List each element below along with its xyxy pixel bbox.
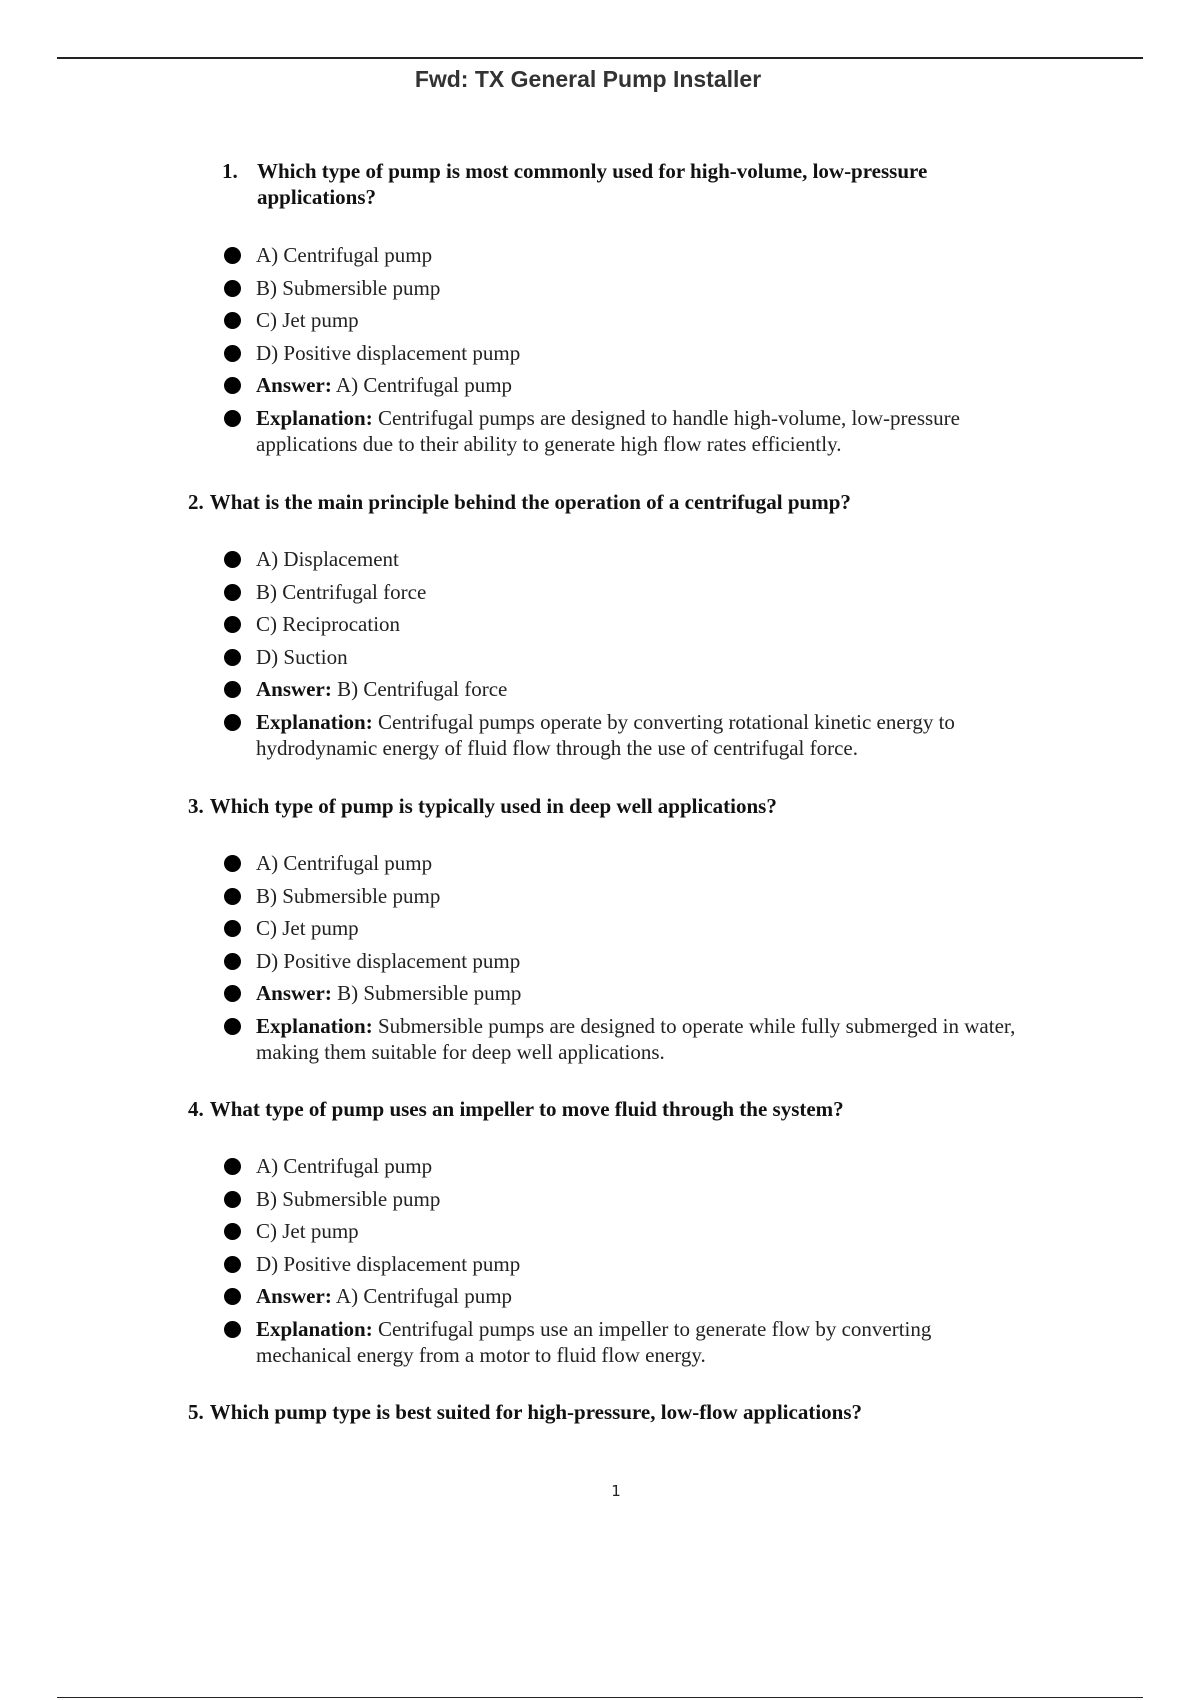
answer-label: Answer: — [256, 373, 332, 397]
bullet-icon — [224, 985, 241, 1002]
bullet-icon — [224, 1321, 241, 1338]
bullet-icon — [224, 410, 241, 427]
bullet-icon — [224, 280, 241, 297]
answer-text: A) Centrifugal pump — [335, 373, 513, 397]
bullet-icon — [224, 345, 241, 362]
question-text: What type of pump uses an impeller to move fluid through the system? — [209, 1097, 844, 1121]
question-number: 2. — [188, 490, 204, 514]
explanation-item — [224, 1316, 1024, 1368]
explanation-item — [224, 405, 1024, 457]
option-c — [224, 1218, 1024, 1244]
top-rule — [57, 57, 1143, 59]
bullet-icon — [224, 855, 241, 872]
bullet-icon — [224, 1223, 241, 1240]
option-d — [224, 340, 1024, 366]
question-4 — [188, 1096, 1008, 1122]
option-text: D) Positive displacement pump — [256, 948, 521, 973]
option-text: C) Jet pump — [256, 308, 359, 332]
option-text: A) Displacement — [256, 547, 399, 571]
bullet-icon — [224, 1256, 241, 1273]
bullet-icon — [224, 312, 241, 329]
bullet-icon — [224, 616, 241, 633]
bullet-icon — [224, 714, 241, 731]
explanation-label: Explanation: — [256, 405, 373, 430]
explanation-label: Explanation: — [256, 709, 373, 734]
option-d — [224, 948, 1024, 974]
bullet-icon — [224, 584, 241, 601]
option-b — [224, 1186, 1024, 1212]
option-d — [224, 644, 1024, 670]
answer-text: B) Centrifugal force — [337, 677, 508, 701]
option-c — [224, 307, 1024, 333]
explanation-label: Explanation: — [256, 1316, 373, 1341]
question-4-options — [224, 1153, 1024, 1374]
option-text: A) Centrifugal pump — [256, 243, 433, 267]
question-number: 5. — [188, 1400, 204, 1424]
answer-label: Answer: — [256, 1284, 332, 1308]
explanation-item — [224, 1013, 1024, 1065]
option-a — [224, 1153, 1024, 1179]
option-a — [224, 546, 1024, 572]
answer-text: B) Submersible pump — [337, 981, 522, 1005]
question-2-options — [224, 546, 1024, 767]
page-number: 1 — [611, 1482, 621, 1500]
bottom-rule — [57, 1697, 1143, 1698]
explanation-item — [224, 709, 1024, 761]
option-text: B) Submersible pump — [256, 1186, 441, 1211]
answer-item — [224, 372, 1024, 398]
question-1-options — [224, 242, 1024, 463]
bullet-icon — [224, 888, 241, 905]
bullet-icon — [224, 1158, 241, 1175]
explanation-text: Centrifugal pumps operate by converting rotational kinetic energy to hydrodynamic energy of fluid flow through the use of centrifugal force. — [256, 709, 955, 760]
option-text: B) Submersible pump — [256, 883, 441, 908]
question-2 — [188, 489, 1008, 515]
bullet-icon — [224, 551, 241, 568]
question-text: What is the main principle behind the operation of a centrifugal pump? — [209, 490, 851, 514]
option-text: C) Jet pump — [256, 1219, 359, 1243]
option-text: D) Positive displacement pump — [256, 340, 521, 365]
answer-label: Answer: — [256, 981, 332, 1005]
answer-label: Answer: — [256, 677, 332, 701]
option-text: A) Centrifugal pump — [256, 851, 433, 875]
bullet-icon — [224, 1191, 241, 1208]
option-text: C) Reciprocation — [256, 612, 401, 636]
option-c — [224, 611, 1024, 637]
question-text: Which type of pump is typically used in deep well applications? — [209, 794, 777, 818]
bullet-icon — [224, 247, 241, 264]
bullet-icon — [224, 681, 241, 698]
option-c — [224, 915, 1024, 941]
answer-item — [224, 980, 1024, 1006]
answer-item — [224, 1283, 1024, 1309]
explanation-text: Submersible pumps are designed to operate while fully submerged in water, making them suitable for deep well applications. — [256, 1013, 1016, 1064]
explanation-text: Centrifugal pumps use an impeller to generate flow by converting mechanical energy from a motor to fluid flow energy. — [256, 1316, 932, 1367]
option-a — [224, 850, 1024, 876]
question-number: 4. — [188, 1097, 204, 1121]
answer-text: A) Centrifugal pump — [335, 1284, 513, 1308]
bullet-icon — [224, 377, 241, 394]
question-1 — [222, 158, 1002, 210]
option-text: A) Centrifugal pump — [256, 1154, 433, 1178]
question-text: Which pump type is best suited for high-pressure, low-flow applications? — [209, 1400, 863, 1424]
option-text: D) Suction — [256, 644, 348, 669]
option-b — [224, 883, 1024, 909]
bullet-icon — [224, 1018, 241, 1035]
bullet-icon — [224, 920, 241, 937]
question-3 — [188, 793, 1008, 819]
bullet-icon — [224, 649, 241, 666]
bullet-icon — [224, 953, 241, 970]
question-number: 3. — [188, 794, 204, 818]
question-5 — [188, 1399, 1008, 1425]
question-text: Which type of pump is most commonly used for high-volume, low-pressure applications? — [257, 159, 928, 209]
option-text: B) Centrifugal force — [256, 579, 427, 604]
option-b — [224, 275, 1024, 301]
bullet-icon — [224, 1288, 241, 1305]
question-number: 1. — [222, 159, 238, 183]
option-d — [224, 1251, 1024, 1277]
option-b — [224, 579, 1024, 605]
explanation-label: Explanation: — [256, 1013, 373, 1038]
option-text: D) Positive displacement pump — [256, 1251, 521, 1276]
option-a — [224, 242, 1024, 268]
document-title: Fwd: TX General Pump Installer — [414, 66, 762, 92]
explanation-text: Centrifugal pumps are designed to handle high-volume, low-pressure applications due to their ability to generate high flow rates efficiently. — [256, 405, 960, 456]
option-text: C) Jet pump — [256, 916, 359, 940]
question-3-options — [224, 850, 1024, 1071]
option-text: B) Submersible pump — [256, 275, 441, 300]
answer-item — [224, 676, 1024, 702]
